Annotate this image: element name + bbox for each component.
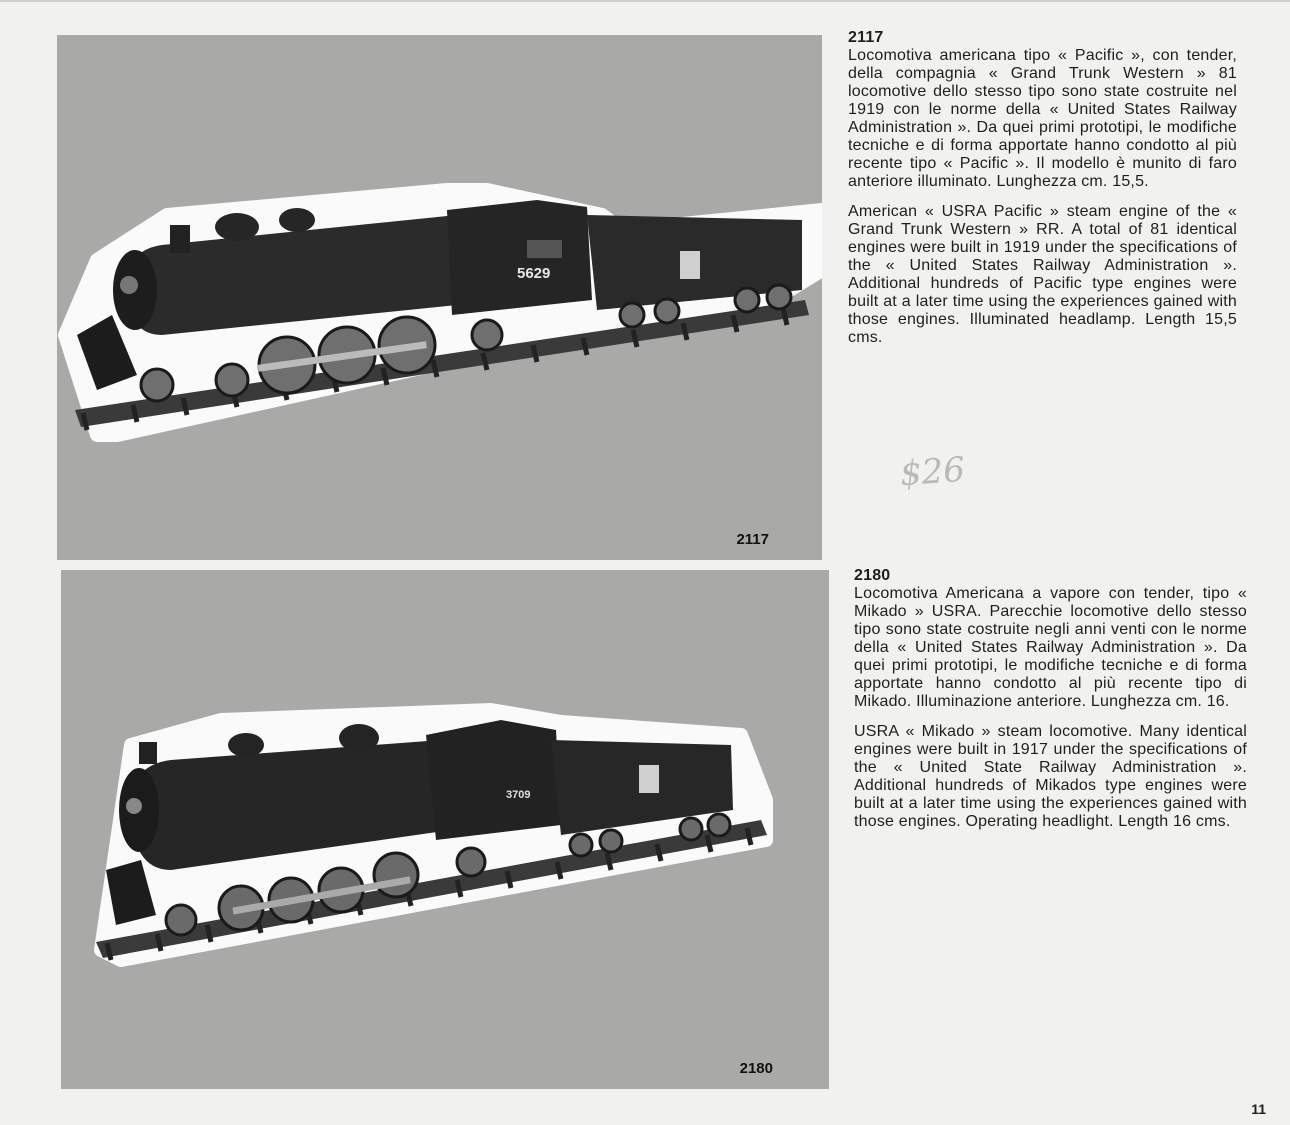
english-description: USRA « Mikado » steam locomotive. Many identical engines were built in 1917 under the specifications of the « United State Railway Administration ». Additional hundreds of Mikados type engines were built at a later time using the experiences gained with those engines. Operating headlight. Length 16 cms. [854, 723, 1247, 830]
cab [447, 200, 592, 315]
pacific-locomotive-illustration [57, 35, 822, 560]
top-edge [0, 0, 1290, 2]
product-description-2180 [854, 567, 1247, 843]
product-code: 2117 [848, 29, 884, 46]
engine-number: 3709 [506, 789, 531, 801]
mikado-locomotive-illustration [61, 570, 829, 1089]
handwritten-price: $26 [898, 449, 967, 495]
italian-description: Locomotiva americana tipo « Pacific », con tender, della compagnia « Grand Trunk Western » 81 locomotive dello stesso tipo sono state costruite nel 1919 con le norme della « United States Railway Administration ». Da quei primi prototipi, le modifiche tecniche e di forma apportate hanno condotto al più recente tipo « Pacific ». Il modello è munito di faro anteriore illuminato. Lunghezza cm. 15,5. [848, 47, 1237, 190]
grand-trunk-logo-icon [680, 251, 700, 279]
locomotive-photo-2117 [57, 35, 822, 560]
photo-caption: 2180 [739, 1060, 773, 1077]
photo-caption: 2117 [736, 531, 769, 548]
engine-number: 5629 [517, 265, 551, 282]
grand-trunk-logo-icon [639, 765, 659, 793]
cab [426, 720, 561, 840]
page-number: 11 [1251, 1101, 1266, 1117]
english-description: American « USRA Pacific » steam engine of the « Grand Trunk Western » RR. A total of 81 identical engines were built in 1919 under the specifications of the « United States Railway Administration ». Additional hundreds of Pacific type engines were built at a later time using the experiences gained with those engines. Illuminated headlamp. Length 15,5 cms. [848, 203, 1237, 346]
locomotive-photo-2180 [61, 570, 829, 1089]
product-code: 2180 [854, 567, 891, 584]
italian-description: Locomotiva Americana a vapore con tender, tipo « Mikado » USRA. Parecchie locomotive dello stesso tipo sono state costruite negli anni venti con le norme della « United States Railway Administration ». Da quei primi prototipi, le modifiche tecniche e di forma apportate hanno condotto al più recente tipo di Mikado. Illuminazione anteriore. Lunghezza cm. 16. [854, 585, 1247, 710]
product-description-2117 [848, 29, 1237, 359]
